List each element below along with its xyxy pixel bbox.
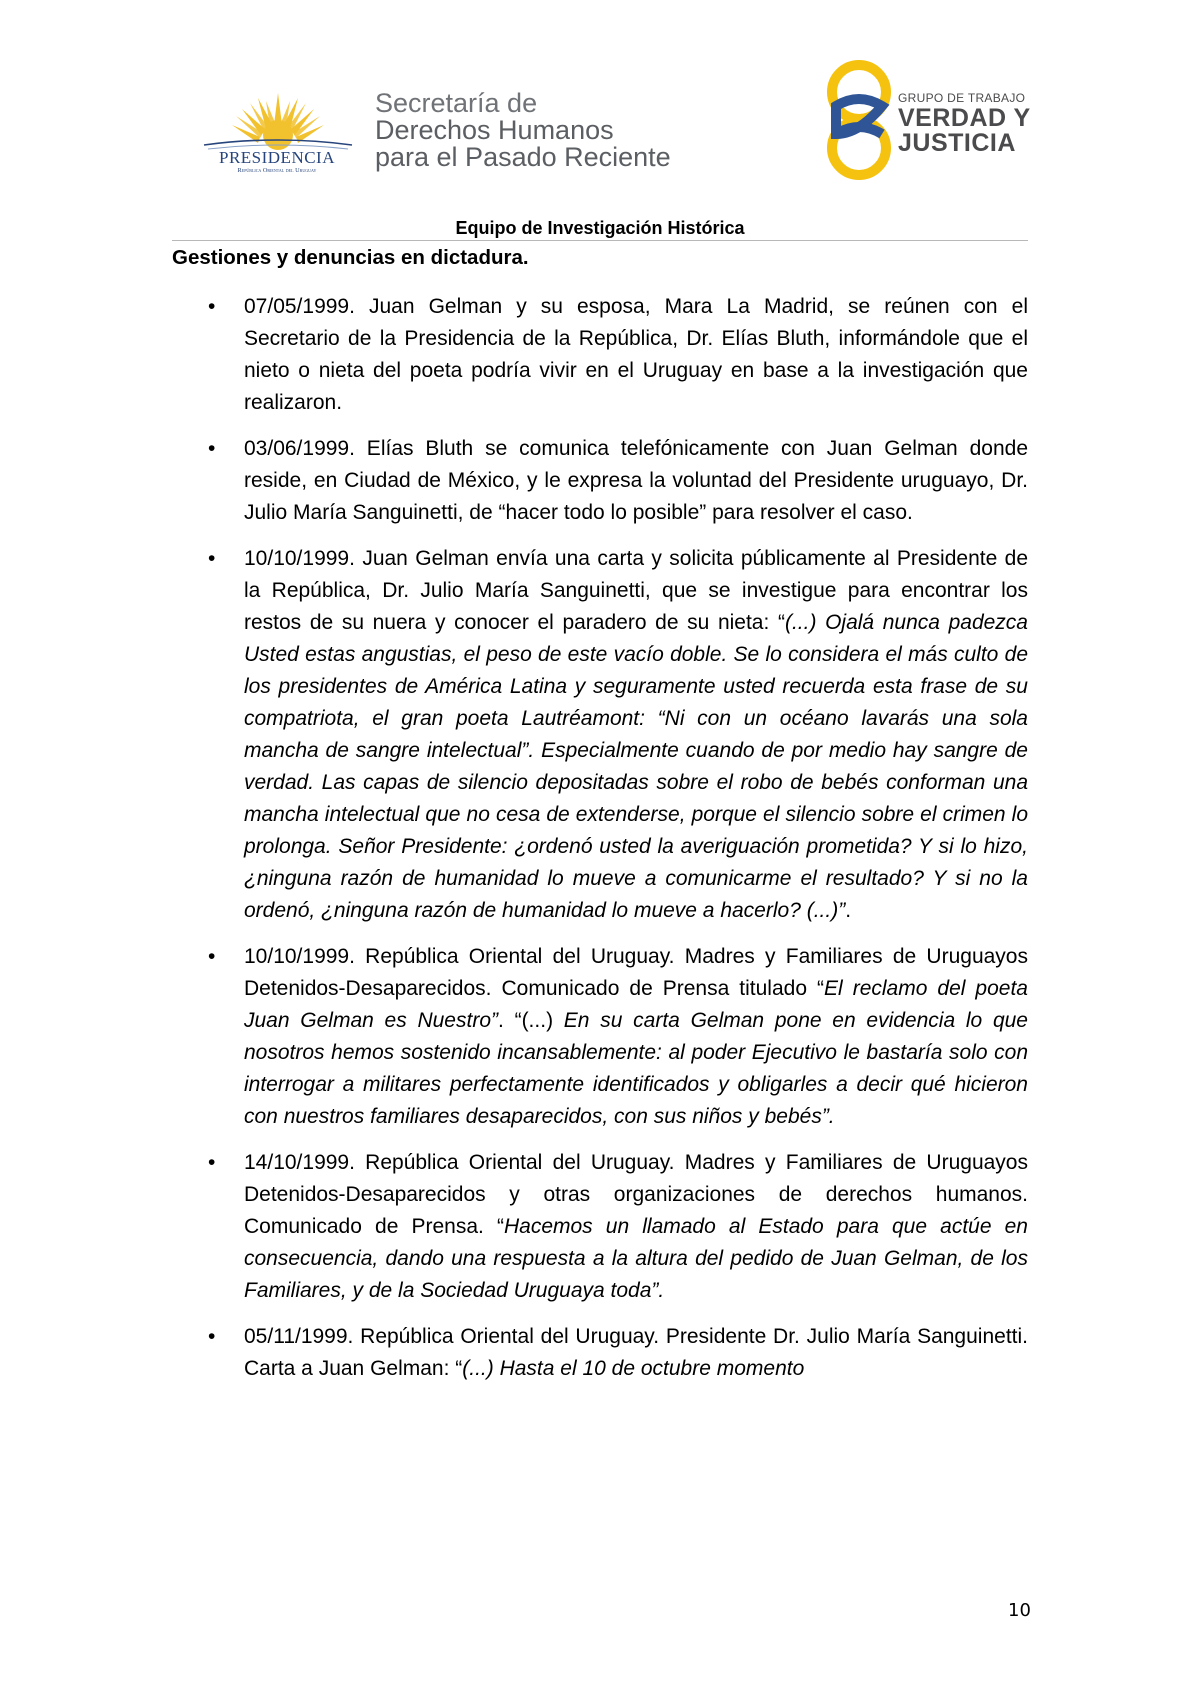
entry-quote: El reclamo del poeta Juan Gelman es Nuestro” (244, 977, 1028, 1032)
vj-line3: JUSTICIA (898, 129, 1016, 157)
secretaria-line2: Derechos Humanos (375, 115, 614, 145)
header-divider (172, 240, 1028, 241)
entry-text: 07/05/1999. Juan Gelman y su esposa, Mara La Madrid, se reúnen con el Secretario de la Presidencia de la República, Dr. Elías Bluth, informándole que el nieto o nieta del poeta podría vivir en el Uruguay en base a la investigación que realizaron. (244, 295, 1028, 414)
page-number: 10 (1008, 1600, 1031, 1621)
entry-text: 05/11/1999. República Oriental del Uruguay. Presidente Dr. Julio María Sanguinetti. Carta a Juan Gelman: “ (244, 1325, 1028, 1380)
rings-emblem-icon (822, 58, 896, 182)
list-item (208, 941, 1028, 1133)
entry-text: . “(...) (498, 1009, 564, 1032)
bullet-icon: • (208, 295, 216, 318)
vj-line2: VERDAD Y (898, 104, 1031, 132)
entry-quote: En su carta Gelman pone en evidencia lo que nosotros hemos sostenido incansablemente: al poder Ejecutivo le bastaría solo con interrogar a militares perfectamente identificados y obligarles a decir qué hicieron con nuestros familiares desaparecidos, con sus niños y bebés”. (244, 1009, 1028, 1128)
presidencia-logo (198, 85, 358, 181)
entry-text: 03/06/1999. Elías Bluth se comunica telefónicamente con Juan Gelman donde reside, en Ciudad de México, y le expresa la voluntad del Presidente uruguayo, Dr. Julio María Sanguinetti, de “hacer todo lo posible” para resolver el caso. (244, 437, 1028, 524)
entry-quote: (...) Hasta el 10 de octubre momento (462, 1357, 805, 1380)
entry-text: 10/10/1999. Juan Gelman envía una carta y solicita públicamente al Presidente de la República, Dr. Julio María Sanguinetti, que se investigue para encontrar los restos de su nuera y conocer el paradero de su nieta: “ (244, 547, 1028, 634)
list-item (208, 1147, 1028, 1307)
entry-text: 14/10/1999. República Oriental del Uruguay. Madres y Familiares de Uruguayos Detenidos-Desaparecidos y otras organizaciones de derechos humanos. Comunicado de Prensa. “ (244, 1151, 1028, 1238)
secretaria-logo (375, 90, 705, 171)
team-heading: Equipo de Investigación Histórica (455, 218, 745, 238)
presidencia-word: PRESIDENCIA (218, 148, 335, 167)
verdad-justicia-logo (822, 58, 1032, 182)
list-item (208, 1321, 1028, 1385)
sun-emblem-icon (198, 85, 358, 155)
presidencia-subtitle: República Oriental del Uruguay (237, 167, 317, 174)
entry-quote: Hacemos un llamado al Estado para que actúe en consecuencia, dando una respuesta a la altura del pedido de Juan Gelman, de los Familiares, y de la Sociedad Uruguaya toda”. (244, 1215, 1028, 1302)
bullet-icon: • (208, 945, 216, 968)
list-item (208, 433, 1028, 529)
list-item (208, 543, 1028, 927)
vj-line1: GRUPO DE TRABAJO (898, 91, 1026, 105)
entry-text: 10/10/1999. República Oriental del Uruguay. Madres y Familiares de Uruguayos Detenidos-Desaparecidos. Comunicado de Prensa titulado “ (244, 945, 1028, 1000)
secretaria-line3: para el Pasado Reciente (375, 142, 671, 172)
section-title: Gestiones y denuncias en dictadura. (172, 246, 529, 269)
bullet-icon: • (208, 1151, 216, 1174)
secretaria-line1: Secretaría de (375, 88, 538, 118)
entry-text: . (845, 899, 852, 922)
list-item (208, 291, 1028, 419)
bullet-icon: • (208, 437, 216, 460)
entries-list (208, 291, 1028, 1399)
bullet-icon: • (208, 1325, 216, 1348)
entry-quote: (...) Ojalá nunca padezca Usted estas angustias, el peso de este vacío doble. Se lo considera el más culto de los presidentes de América Latina y seguramente usted recuerda esta frase de su compatriota, el gran poeta Lautréamont: “Ni con un océano lavarás una sola mancha de sangre intelectual”. Especialmente cuando de por medio hay sangre de verdad. Las capas de silencio depositadas sobre el robo de bebés conforman una mancha intelectual que no cesa de extenderse, porque el silencio sobre el crimen lo prolonga. Señor Presidente: ¿ordenó usted la averiguación prometida? Y si lo hizo, ¿ninguna razón de humanidad lo mueve a comunicarme el resultado? Y si no la ordenó, ¿ninguna razón de humanidad lo mueve a hacerlo? (...)” (244, 611, 1028, 922)
bullet-icon: • (208, 547, 216, 570)
